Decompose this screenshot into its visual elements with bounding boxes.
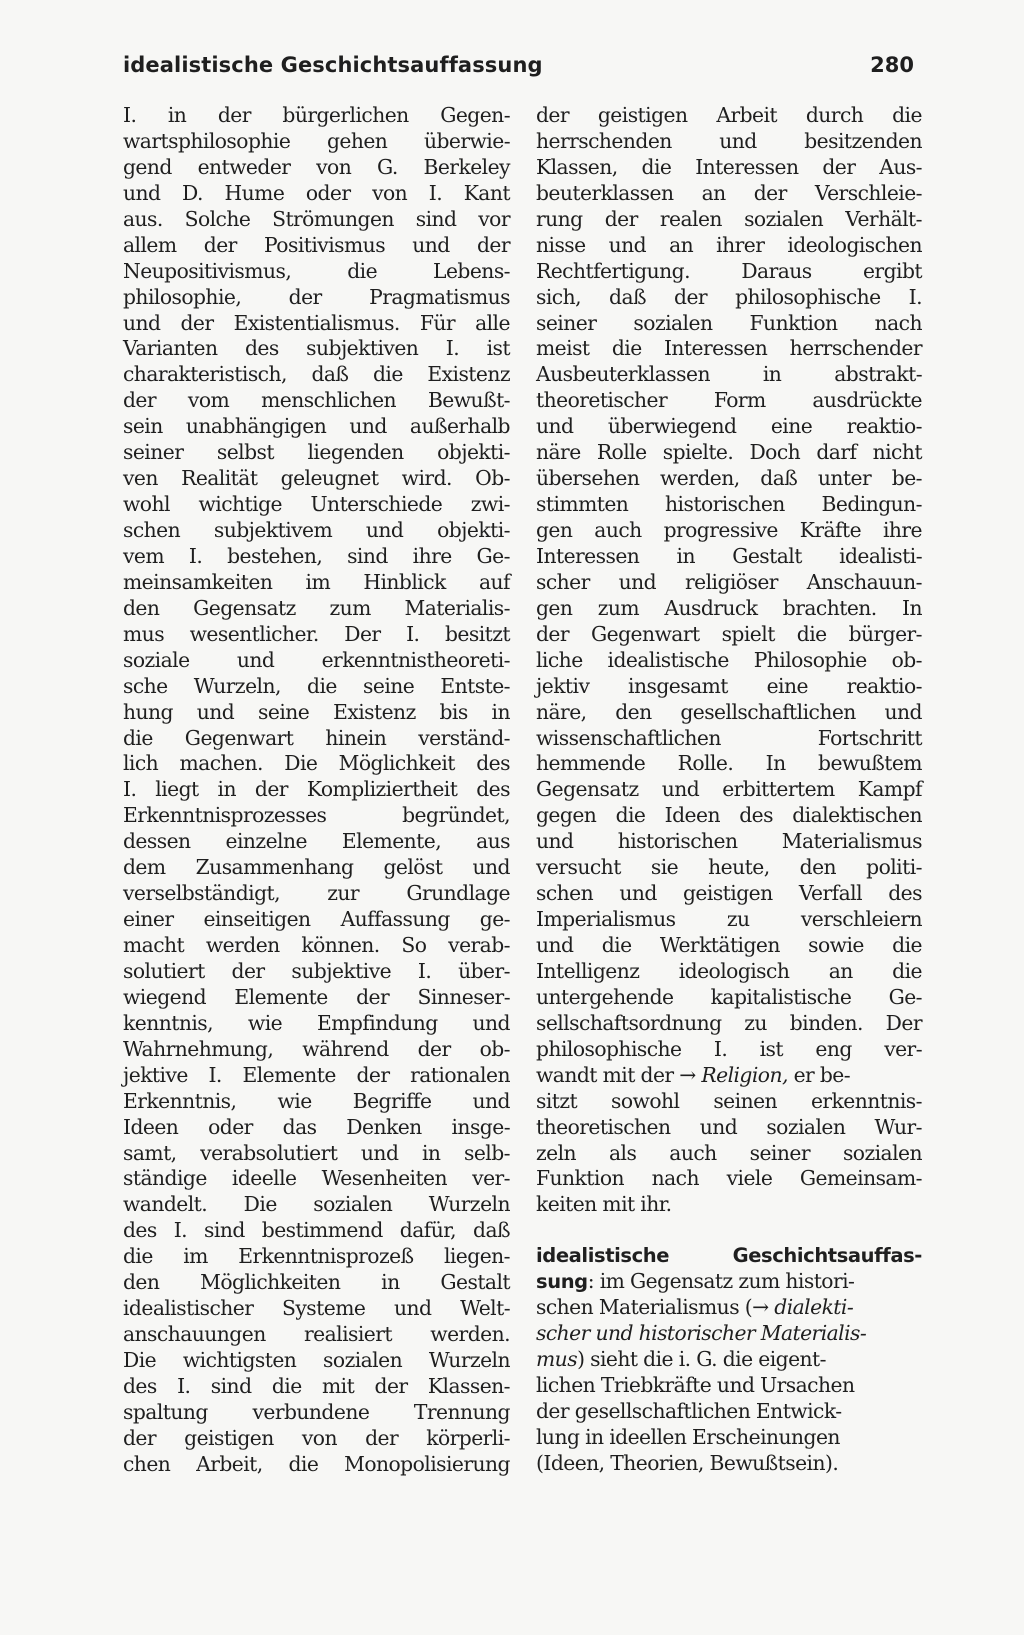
entry-cross-reference: mus: [536, 1347, 578, 1372]
cross-reference: Religion,: [701, 1062, 788, 1087]
entry-text: schen Materialismus (→: [536, 1295, 775, 1320]
text-line: Imperialismus zu verschleiern: [536, 907, 922, 932]
text-line: Neupositivismus, die Lebens-: [123, 258, 510, 283]
text-line: seiner sozialen Funktion nach: [536, 310, 922, 335]
text-line: hemmende Rolle. In bewußtem: [536, 751, 922, 776]
text-line: scher und religiöser Anschauun-: [536, 569, 922, 594]
entry-line: [536, 1321, 922, 1347]
text-line: chen Arbeit, die Monopolisierung: [123, 1451, 510, 1476]
text-line: wissenschaftlichen Fortschritt: [536, 725, 922, 750]
text-line: jektiv insgesamt eine reaktio-: [536, 673, 922, 698]
text-line: wartsphilosophie gehen überwie-: [123, 128, 510, 153]
text-line: meist die Interessen herrschender: [536, 336, 922, 361]
text-line: der vom menschlichen Bewußt-: [123, 388, 510, 413]
text-line: charakteristisch, daß die Existenz: [123, 362, 510, 387]
page-number: 280: [870, 53, 914, 77]
text-line: soziale und erkenntnistheoreti-: [123, 647, 510, 672]
left-column: [123, 103, 510, 1478]
text-line: zeln als auch seiner sozialen: [536, 1140, 922, 1165]
text-line: solutiert der subjektive I. über-: [123, 958, 510, 983]
text-line: wohl wichtige Unterschiede zwi-: [123, 492, 510, 517]
text-line: ven Realität geleugnet wird. Ob-: [123, 466, 510, 491]
text-line: dessen einzelne Elemente, aus: [123, 829, 510, 854]
entry-cross-reference: dialekti-: [774, 1295, 854, 1320]
text-line: herrschenden und besitzenden: [536, 128, 922, 153]
text-line: Die wichtigsten sozialen Wurzeln: [123, 1348, 510, 1372]
entry-line: [536, 1269, 922, 1295]
text-line: theoretischer Form ausdrückte: [536, 388, 922, 413]
text-line: Intelligenz ideologisch an die: [536, 958, 922, 983]
text-line: nisse und an ihrer ideologischen: [536, 232, 922, 257]
text-line: den Möglichkeiten in Gestalt: [123, 1270, 510, 1295]
text-line: wandt mit der → Religion, er be-: [536, 1062, 851, 1087]
entry-text: ) sieht die i. G. die eigent-: [577, 1347, 826, 1372]
text-line: wandelt. Die sozialen Wurzeln: [123, 1192, 510, 1217]
text-line: sich, daß der philosophische I.: [536, 284, 922, 309]
text-line: hung und seine Existenz bis in: [123, 699, 510, 724]
text-line: Ausbeuterklassen in abstrakt-: [536, 362, 922, 387]
text-line: näre Rolle spielte. Doch darf nicht: [536, 440, 922, 465]
text-line: philosophische I. ist eng ver-: [536, 1036, 922, 1061]
text-line: macht werden können. So verab-: [123, 933, 510, 957]
entry-text: : im Gegensatz zum histori-: [587, 1269, 855, 1294]
text-line: idealistischer Systeme und Welt-: [123, 1296, 510, 1321]
text-line: aus. Solche Strömungen sind vor: [123, 206, 510, 231]
text-line: kenntnis, wie Empfindung und: [123, 1010, 510, 1035]
text-line: gen auch progressive Kräfte ihre: [536, 518, 922, 542]
text-line: die im Erkenntnisprozeß liegen-: [123, 1244, 510, 1269]
text-line: der geistigen Arbeit durch die: [536, 103, 922, 127]
text-line: I. liegt in der Kompliziertheit des: [123, 777, 510, 802]
text-line: wiegend Elemente der Sinneser-: [123, 984, 510, 1009]
text-line: anschauungen realisiert werden.: [123, 1322, 510, 1347]
text-line: jektive I. Elemente der rationalen: [123, 1062, 510, 1087]
right-column: [536, 103, 922, 1477]
text-line: versucht sie heute, den politi-: [536, 855, 922, 880]
entry-gap: [536, 1218, 922, 1243]
text-line: Funktion nach viele Gemeinsam-: [536, 1166, 922, 1191]
text-line: und der Existentialismus. Für alle: [123, 310, 510, 335]
text-line: ständige ideelle Wesenheiten ver-: [123, 1166, 510, 1191]
text-line: stimmten historischen Bedingun-: [536, 492, 922, 517]
entry-line: [536, 1295, 922, 1321]
text-line: Klassen, die Interessen der Aus-: [536, 154, 922, 179]
text-line: keiten mit ihr.: [536, 1192, 672, 1217]
text-line: gend entweder von G. Berkeley: [123, 154, 510, 179]
text-line: Varianten des subjektiven I. ist: [123, 336, 510, 361]
text-line: den Gegensatz zum Materialis-: [123, 595, 510, 620]
entry-headword: Geschichtsauffas-: [732, 1244, 922, 1268]
text-line: Erkenntnis, wie Begriffe und: [123, 1088, 510, 1113]
text-line: meinsamkeiten im Hinblick auf: [123, 569, 510, 594]
entry-line: [536, 1243, 922, 1269]
text-line: des I. sind bestimmend dafür, daß: [123, 1218, 510, 1243]
text-line: einer einseitigen Auffassung ge-: [123, 907, 510, 932]
text-line: und überwiegend eine reaktio-: [536, 414, 922, 439]
dictionary-entry-idealistische-geschichtsauffassung: [536, 1243, 922, 1476]
text-line: rung der realen sozialen Verhält-: [536, 206, 922, 231]
entry-line: lung in ideellen Erscheinungen: [536, 1424, 840, 1449]
text-line: die Gegenwart hinein verständ-: [123, 725, 510, 750]
text-line: des I. sind die mit der Klassen-: [123, 1373, 510, 1398]
text-line: gegen die Ideen des dialektischen: [536, 803, 922, 828]
text-line: sche Wurzeln, die seine Entste-: [123, 673, 510, 698]
text-line: philosophie, der Pragmatismus: [123, 284, 510, 309]
text-line: sein unabhängigen und außerhalb: [123, 414, 510, 439]
text-line: gen zum Ausdruck brachten. In: [536, 595, 922, 620]
text-line: liche idealistische Philosophie ob-: [536, 647, 922, 672]
text-line: seiner selbst liegenden objekti-: [123, 440, 510, 465]
entry-headword: idealistische: [536, 1244, 670, 1268]
entry-line: (Ideen, Theorien, Bewußtsein).: [536, 1450, 839, 1475]
text-line: der Gegenwart spielt die bürger-: [536, 621, 922, 646]
text-line: verselbständigt, zur Grundlage: [123, 881, 510, 906]
text-line: und historischen Materialismus: [536, 829, 922, 854]
text-line: samt, verabsolutiert und in selb-: [123, 1140, 510, 1165]
entry-line: der gesellschaftlichen Entwick-: [536, 1398, 842, 1423]
entry-line: lichen Triebkräfte und Ursachen: [536, 1373, 855, 1397]
entry-cross-reference: scher und historischer Materialis-: [536, 1321, 867, 1346]
text-line: allem der Positivismus und der: [123, 232, 510, 257]
text-line: der geistigen von der körperli-: [123, 1425, 510, 1450]
text-line: untergehende kapitalistische Ge-: [536, 984, 922, 1009]
text-line: sitzt sowohl seinen erkenntnis-: [536, 1088, 922, 1113]
text-line: Erkenntnisprozesses begründet,: [123, 803, 510, 828]
text-line: Gegensatz und erbittertem Kampf: [536, 777, 922, 802]
text-line: Wahrnehmung, während der ob-: [123, 1036, 510, 1061]
text-line: lich machen. Die Möglichkeit des: [123, 751, 510, 776]
text-line: vem I. bestehen, sind ihre Ge-: [123, 543, 510, 568]
text-line: spaltung verbundene Trennung: [123, 1399, 510, 1424]
entry-line: [536, 1347, 922, 1373]
text-line: beuterklassen an der Verschleie-: [536, 180, 922, 205]
text-line: dem Zusammenhang gelöst und: [123, 855, 510, 880]
text-line: übersehen werden, daß unter be-: [536, 466, 922, 491]
text-line: Rechtfertigung. Daraus ergibt: [536, 258, 922, 283]
entry-headword: sung: [536, 1270, 588, 1294]
text-line: Interessen in Gestalt idealisti-: [536, 543, 922, 568]
text-line: mus wesentlicher. Der I. besitzt: [123, 621, 510, 646]
text-line: schen subjektivem und objekti-: [123, 518, 510, 542]
running-head: idealistische Geschichtsauffassung: [123, 53, 543, 77]
text-line: sellschaftsordnung zu binden. Der: [536, 1010, 922, 1035]
text-line: und D. Hume oder von I. Kant: [123, 180, 510, 205]
text-line: schen und geistigen Verfall des: [536, 881, 922, 906]
text-line: I. in der bürgerlichen Gegen-: [123, 103, 510, 127]
text-line: Ideen oder das Denken insge-: [123, 1114, 510, 1139]
right-column-continued-entry: [536, 103, 922, 1218]
text-line: und die Werktätigen sowie die: [536, 933, 922, 957]
text-line: näre, den gesellschaftlichen und: [536, 699, 922, 724]
text-line: theoretischen und sozialen Wur-: [536, 1114, 922, 1139]
